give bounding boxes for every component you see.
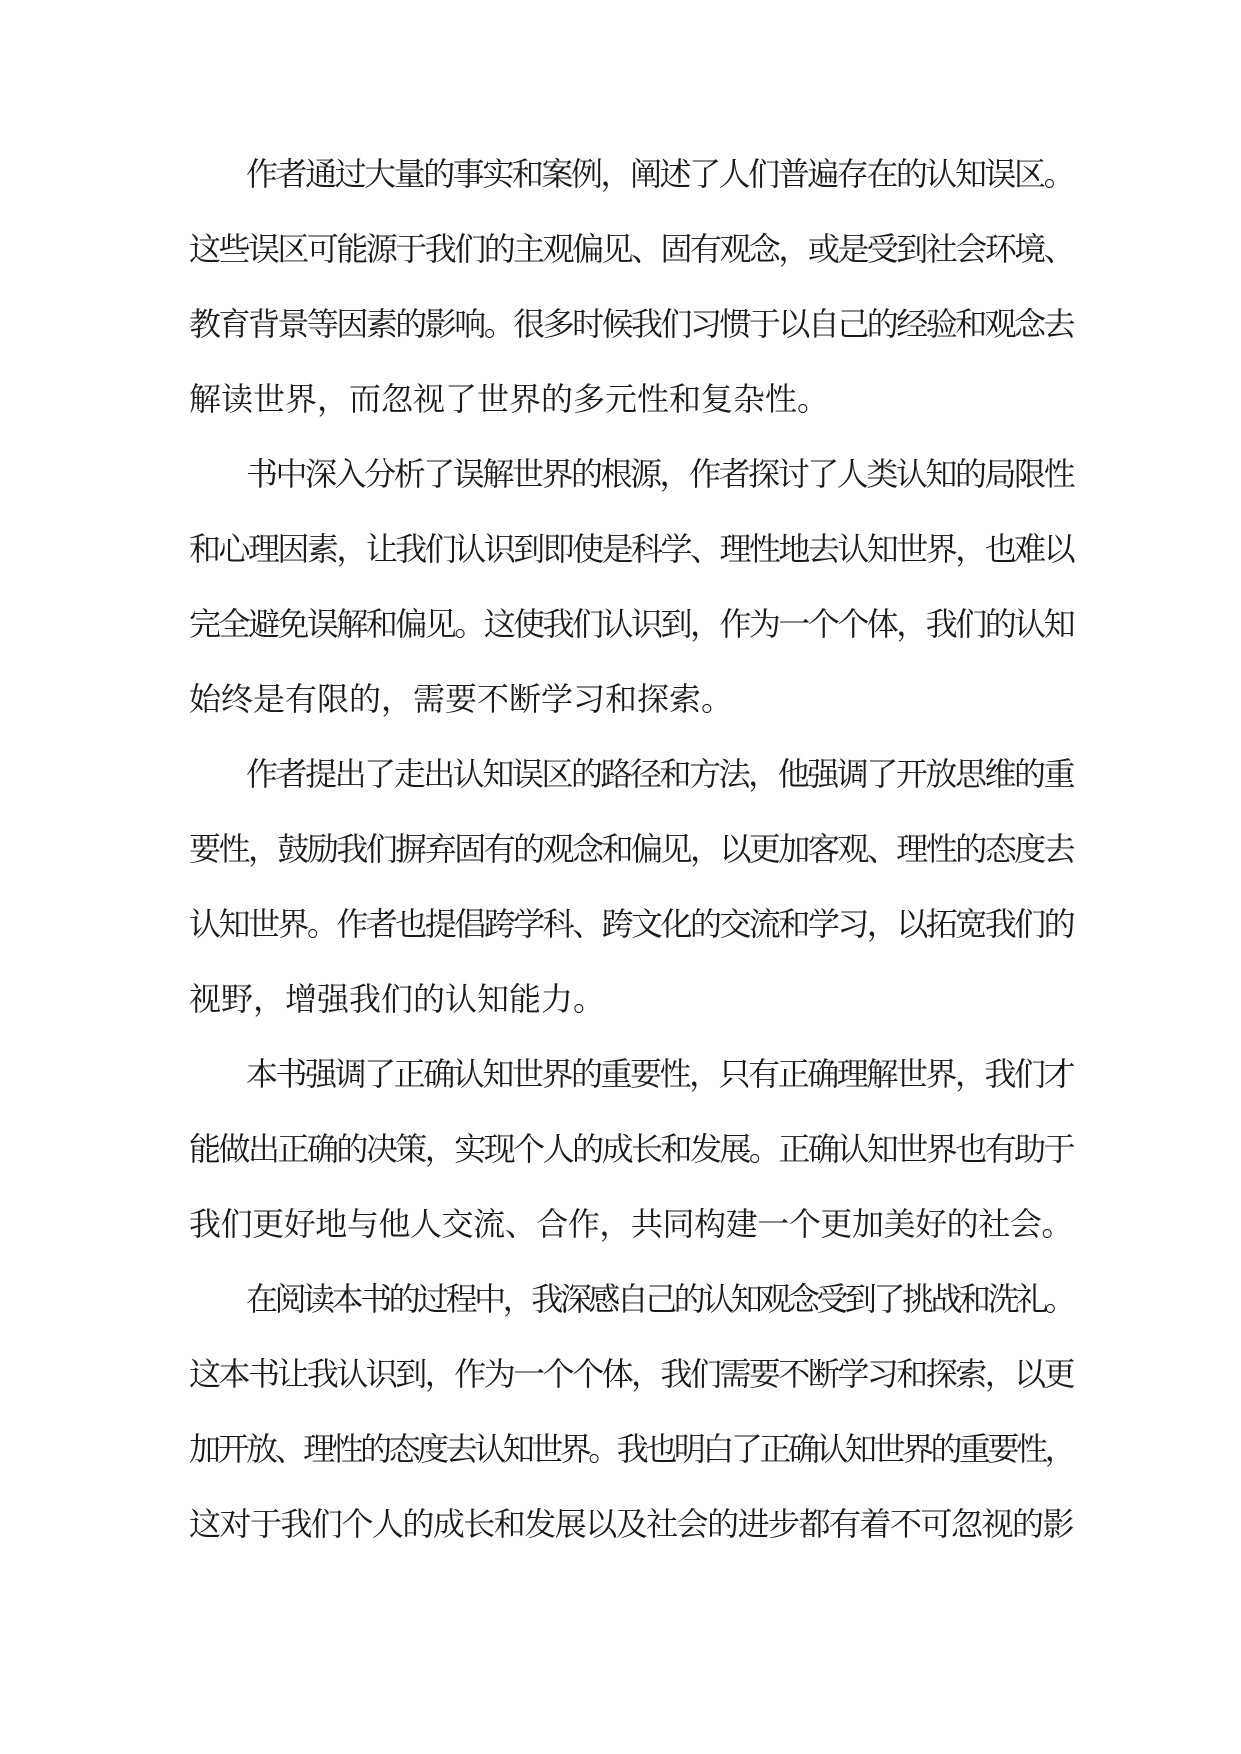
paragraph-1-line-1-text: 作者通过大量的事实和案例，阐述了人们普遍存在的认知误区。: [246, 155, 1074, 193]
paragraph-1-line-3-text: 教育背景等因素的影响。很多时候我们习惯于以自己的经验和观念去: [189, 305, 1074, 343]
paragraph-5-line-4-text: 这对于我们个人的成长和发展以及社会的进步都有着不可忽视的影: [189, 1505, 1073, 1543]
paragraph-2-line-1-text: 书中深入分析了误解世界的根源，作者探讨了人类认知的局限性: [246, 455, 1074, 493]
paragraph-4-line-1: [0, 1044, 1241, 1104]
paragraph-4-line-2: [0, 1119, 1241, 1179]
paragraph-5-line-2: [0, 1344, 1241, 1404]
paragraph-4-line-3-text: 我们更好地与他人交流、合作，共同构建一个更加美好的社会。: [189, 1205, 1073, 1243]
paragraph-5-line-1: [0, 1269, 1241, 1329]
paragraph-1-line-4-text: 解读世界，而忽视了世界的多元性和复杂性。: [189, 380, 830, 418]
paragraph-3-line-2: [0, 819, 1241, 879]
paragraph-2-line-3-text: 完全避免误解和偏见。这使我们认识到，作为一个个体，我们的认知: [189, 605, 1074, 643]
paragraph-5-line-4: [0, 1494, 1241, 1554]
paragraph-1-line-1: [0, 144, 1241, 204]
paragraph-3-line-4-text: 视野，增强我们的认知能力。: [189, 980, 606, 1018]
paragraph-2-line-3: [0, 594, 1241, 654]
paragraph-4-line-3: [0, 1194, 1241, 1254]
paragraph-3-line-2-text: 要性，鼓励我们摒弃固有的观念和偏见，以更加客观、理性的态度去: [189, 830, 1074, 868]
paragraph-2-line-1: [0, 444, 1241, 504]
paragraph-3-line-3-text: 认知世界。作者也提倡跨学科、跨文化的交流和学习，以拓宽我们的: [189, 905, 1074, 943]
paragraph-5-line-2-text: 这本书让我认识到，作为一个个体，我们需要不断学习和探索，以更: [189, 1355, 1074, 1393]
paragraph-4-line-1-text: 本书强调了正确认知世界的重要性，只有正确理解世界，我们才: [246, 1055, 1074, 1093]
paragraph-2-line-2: [0, 519, 1241, 579]
paragraph-1-line-3: [0, 294, 1241, 354]
paragraph-1-line-4: [0, 369, 1241, 429]
paragraph-3-line-1-text: 作者提出了走出认知误区的路径和方法，他强调了开放思维的重: [246, 755, 1074, 793]
paragraph-1-line-2-text: 这些误区可能源于我们的主观偏见、固有观念，或是受到社会环境、: [189, 230, 1074, 268]
paragraph-2-line-4-text: 始终是有限的，需要不断学习和探索。: [189, 680, 734, 718]
paragraph-5-line-3: [0, 1419, 1241, 1479]
paragraph-3-line-1: [0, 744, 1241, 804]
paragraph-5-line-3-text: 加开放、理性的态度去认知世界。我也明白了正确认知世界的重要性，: [189, 1430, 1074, 1468]
paragraph-4-line-2-text: 能做出正确的决策，实现个人的成长和发展。正确认知世界也有助于: [189, 1130, 1074, 1168]
paragraph-3-line-4: [0, 969, 1241, 1029]
paragraph-2-line-4: [0, 669, 1241, 729]
paragraph-5-line-1-text: 在阅读本书的过程中，我深感自己的认知观念受到了挑战和洗礼。: [246, 1280, 1074, 1318]
paragraph-1-line-2: [0, 219, 1241, 279]
paragraph-3-line-3: [0, 894, 1241, 954]
paragraph-2-line-2-text: 和心理因素，让我们认识到即使是科学、理性地去认知世界，也难以: [189, 530, 1074, 568]
